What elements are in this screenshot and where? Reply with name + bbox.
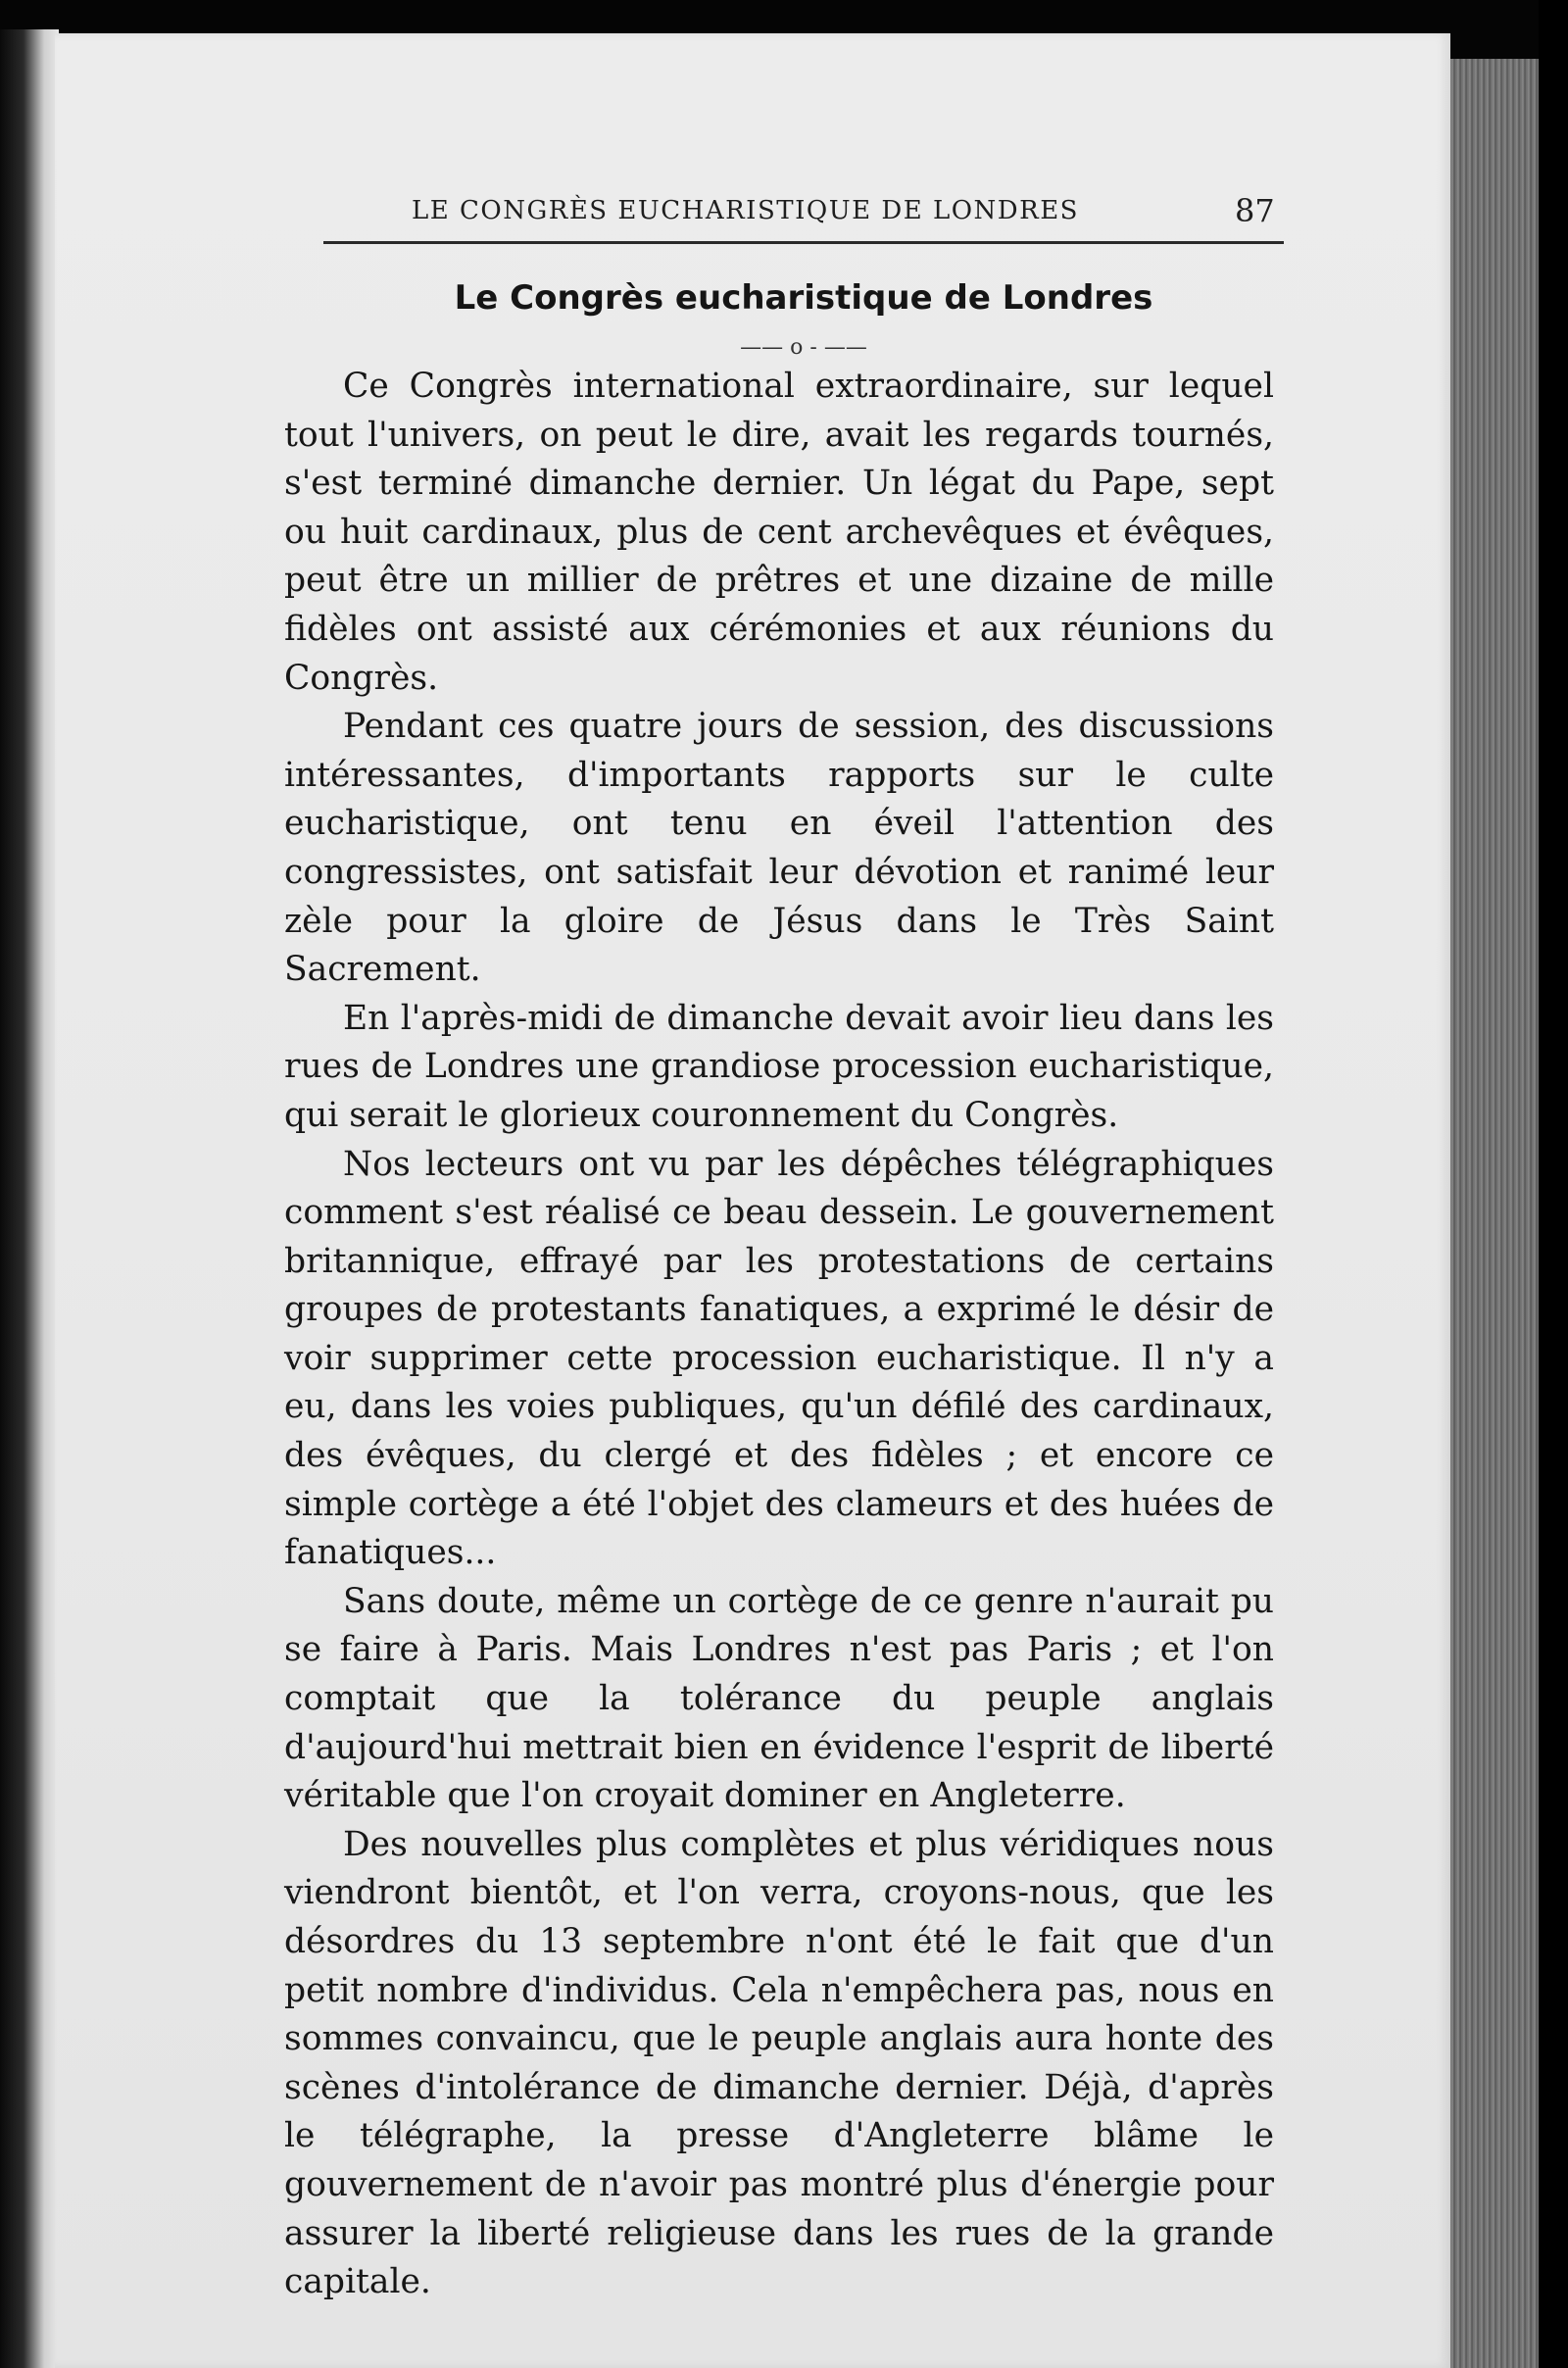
paragraph-1: Ce Congrès international extraordinaire, sur lequel tout l'univers, on peut le dire, avait les regards tournés, s'est terminé dimanche dernier. Un légat du Pape, sept ou huit cardinaux, plus de cent archevêques et évêques, peut être un millier de prêtres et une dizaine de mille fidèles ont assisté aux cérémonies et aux réunions du Congrès. (284, 367, 1274, 698)
paragraph-2: Pendant ces quatre jours de session, des discussions intéressantes, d'importants rapports sur le culte eucharistique, ont tenu en éveil l'attention des congressistes, ont satisfait leur dévotion et ranimé leur zèle pour la gloire de Jésus dans le Très Saint Sacrement. (284, 707, 1274, 990)
paragraph-4: Nos lecteurs ont vu par les dépêches télégraphiques comment s'est réalisé ce beau dessein. Le gouvernement britannique, effrayé par les protestations de certains groupes de protestants fanatiques, a exprimé le désir de voir supprimer cette procession eucharistique. Il n'y a eu, dans les voies publiques, qu'un défilé des cardinaux, des évêques, du clergé et des fidèles ; et encore ce simple cortège a été l'objet des clameurs et des huées de fanatiques... (284, 1144, 1274, 1573)
binding-edge (0, 29, 59, 2368)
article-body (284, 363, 1274, 2307)
scan-border (1539, 0, 1568, 2368)
header-rule (323, 241, 1284, 244)
article-title: Le Congrès eucharistique de Londres (454, 278, 1153, 318)
title-separator: —— o - —— (740, 335, 867, 360)
paragraph-3: En l'après-midi de dimanche devait avoir lieu dans les rues de Londres une grandiose procession eucharistique, qui serait le glorieux couronnement du Congrès. (284, 998, 1274, 1135)
paragraph-6: Des nouvelles plus complètes et plus véridiques nous viendront bientôt, et l'on verra, croyons-nous, que les désordres du 13 septembre n'ont été le fait que d'un petit nombre d'individus. Cela n'empêchera pas, nous en sommes convaincu, que le peuple anglais aura honte des scènes d'intolérance de dimanche dernier. Déjà, d'après le télégraphe, la presse d'Angleterre blâme le gouvernement de n'avoir pas montré plus d'énergie pour assurer la liberté religieuse dans les rues de la grande capitale. (284, 1824, 1274, 2302)
paragraph-5: Sans doute, même un cortège de ce genre n'aurait pu se faire à Paris. Mais Londres n'est pas Paris ; et l'on comptait que la tolérance du peuple anglais d'aujourd'hui mettrait bien en évidence l'esprit de liberté véritable que l'on croyait dominer en Angleterre. (284, 1581, 1274, 1816)
page-stack-edge (1450, 59, 1539, 2368)
running-head-title: LE CONGRÈS EUCHARISTIQUE DE LONDRES (412, 196, 1079, 225)
page-number: 87 (1235, 192, 1275, 229)
running-head (412, 192, 1294, 229)
